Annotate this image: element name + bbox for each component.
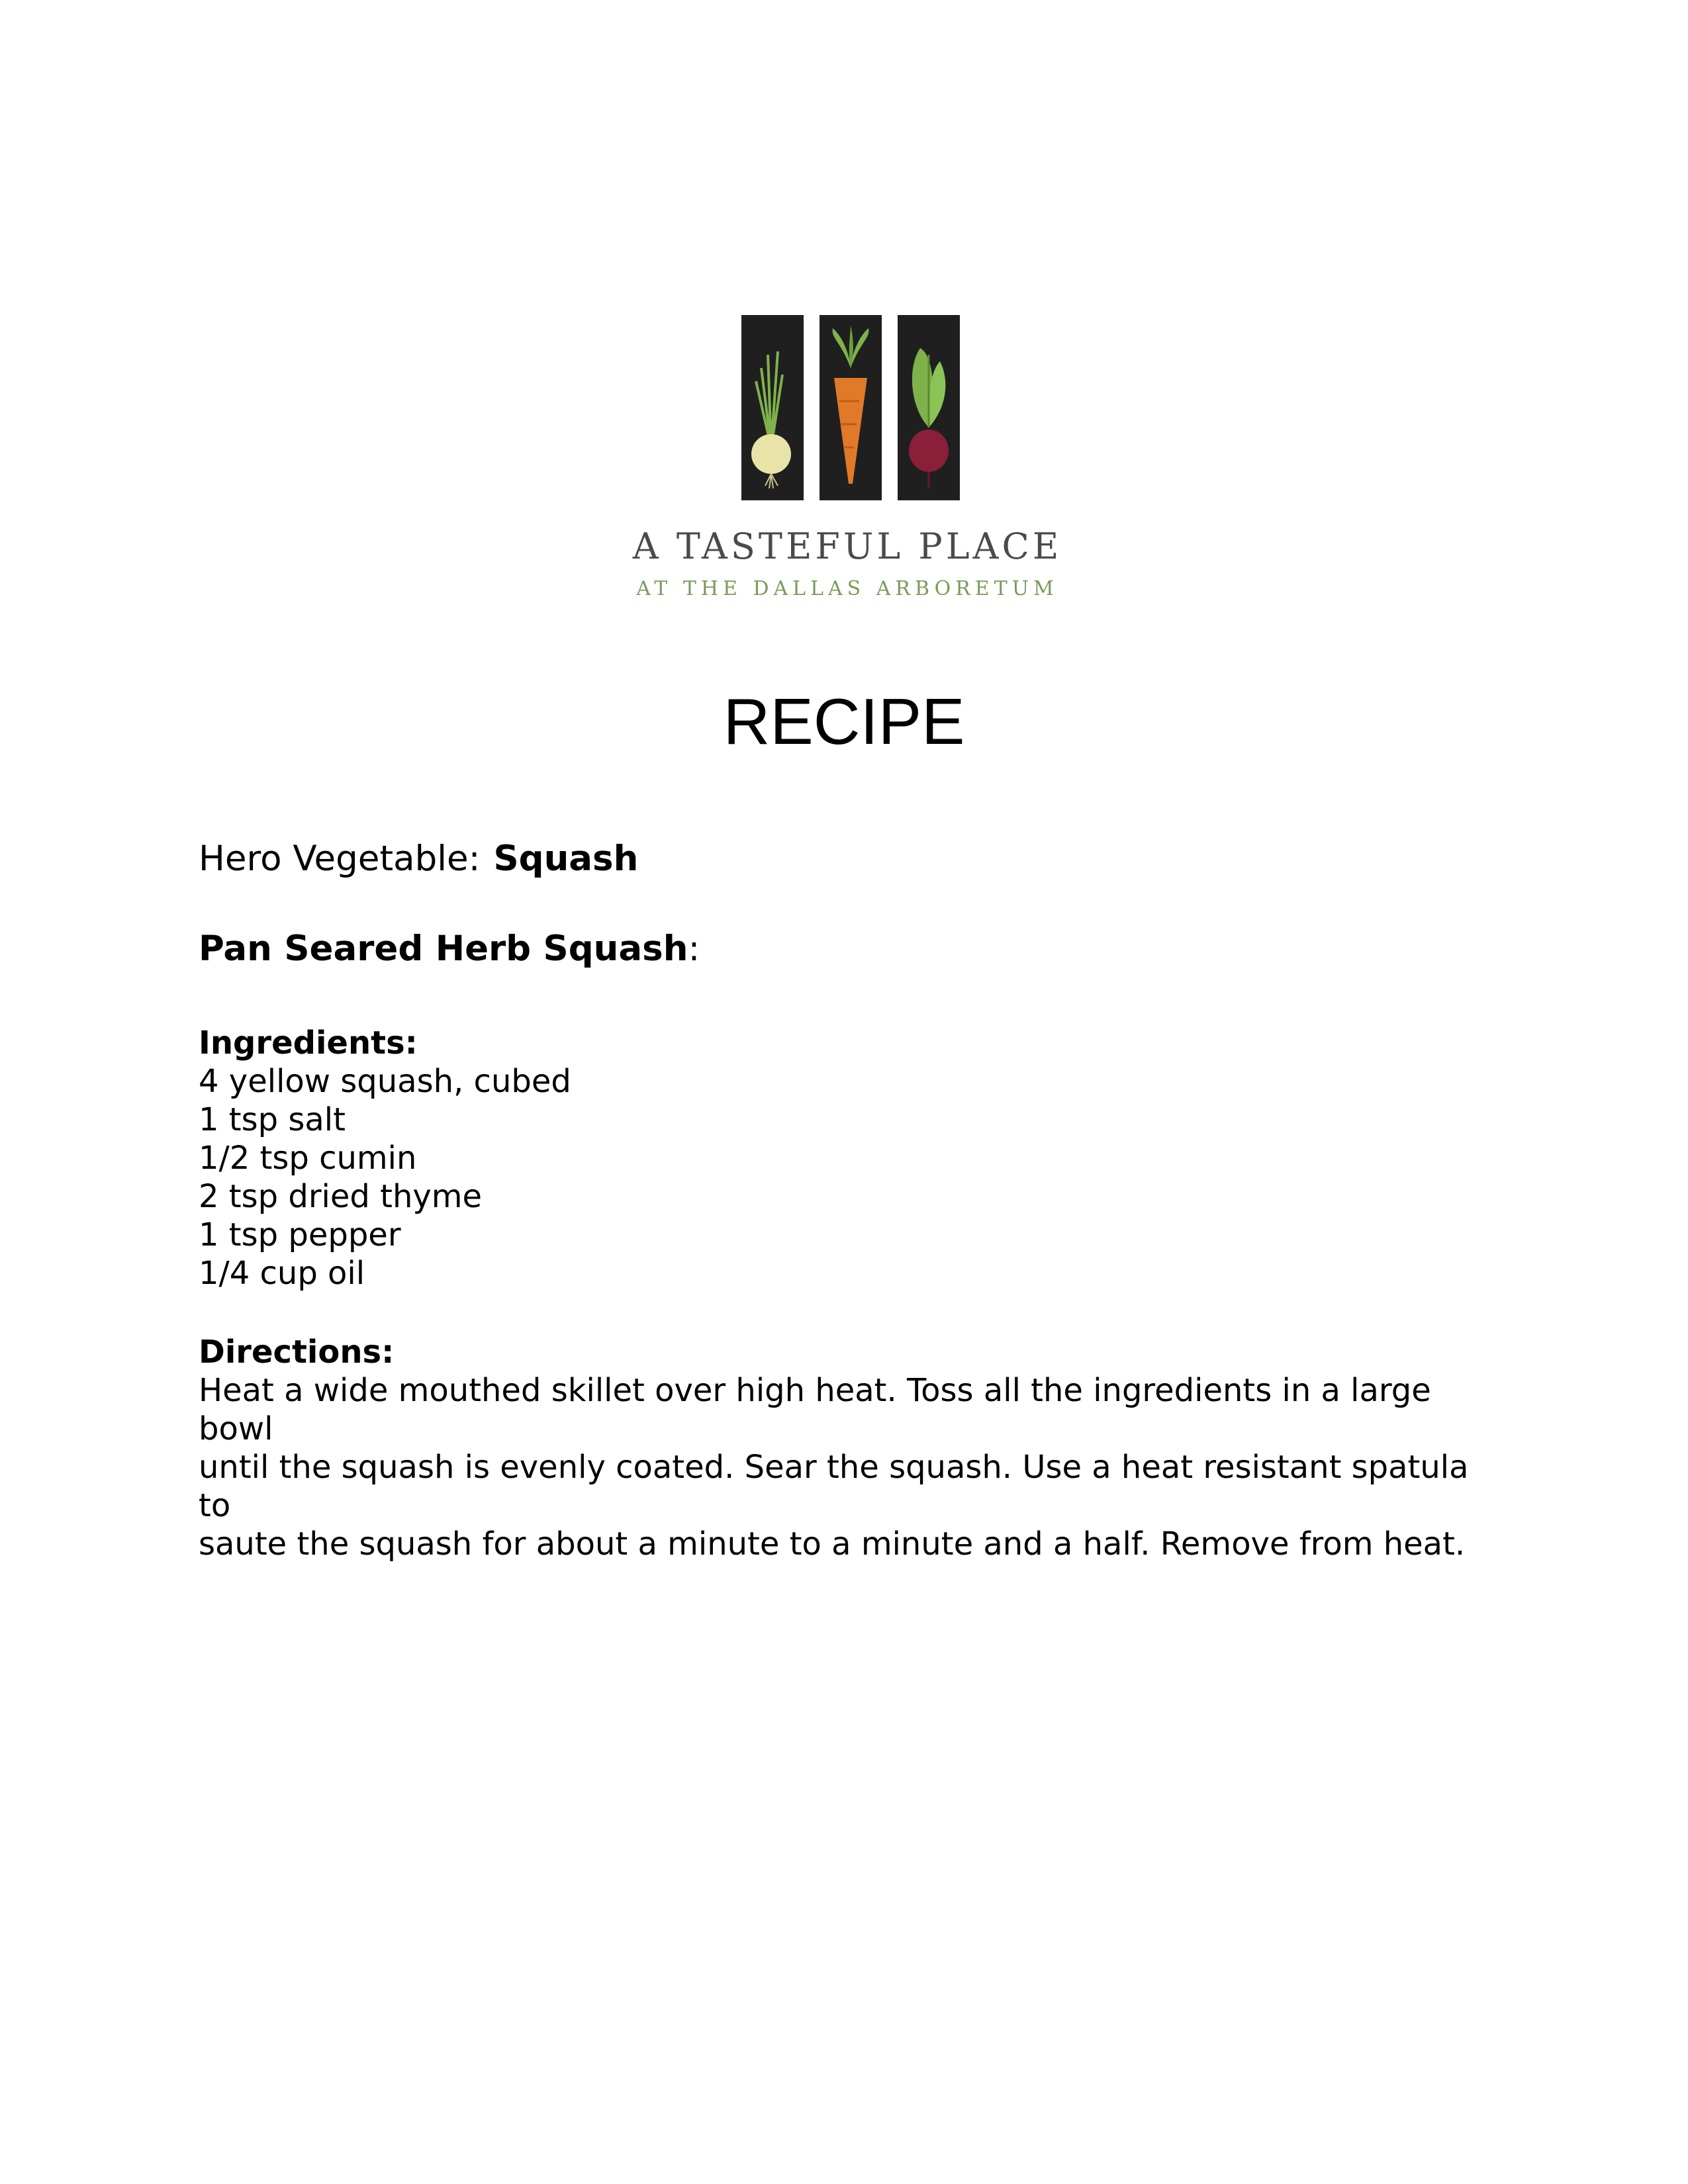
directions-line: until the squash is evenly coated. Sear the squash. Use a heat resistant spatula to <box>199 1449 1469 1524</box>
directions-heading: Directions: <box>199 1334 395 1371</box>
logo-name: A TASTEFUL PLACE <box>632 525 1062 567</box>
directions-line: Heat a wide mouthed skillet over high heat. Toss all the ingredients in a large bowl <box>199 1372 1431 1447</box>
restaurant-logo <box>622 315 1072 606</box>
recipe-name: Pan Seared Herb Squash <box>199 929 688 969</box>
list-item: 4 yellow squash, cubed <box>199 1063 571 1100</box>
vegetable-panels-logo <box>741 315 960 500</box>
carrot-icon <box>820 315 882 500</box>
ingredients-heading: Ingredients: <box>199 1024 418 1062</box>
hero-vegetable-label: Hero Vegetable: <box>199 839 481 879</box>
directions-text <box>199 1371 1509 1563</box>
page-title: RECIPE <box>723 685 965 758</box>
hero-vegetable-value: Squash <box>493 839 639 879</box>
hero-vegetable-line <box>199 838 1523 880</box>
list-item: 2 tsp dried thyme <box>199 1178 483 1215</box>
recipe-name-line <box>199 928 1523 970</box>
list-item: 1 tsp salt <box>199 1101 346 1138</box>
list-item: 1/4 cup oil <box>199 1255 365 1292</box>
list-item: 1/2 tsp cumin <box>199 1140 417 1177</box>
recipe-name-colon: : <box>688 929 700 969</box>
list-item: 1 tsp pepper <box>199 1216 401 1253</box>
ingredients-list <box>199 1062 1523 1293</box>
beet-icon <box>898 315 960 500</box>
onion-icon <box>741 315 804 500</box>
directions-line: saute the squash for about a minute to a minute and a half. Remove from heat. <box>199 1525 1466 1563</box>
logo-subtitle: AT THE DALLAS ARBORETUM <box>636 577 1058 600</box>
